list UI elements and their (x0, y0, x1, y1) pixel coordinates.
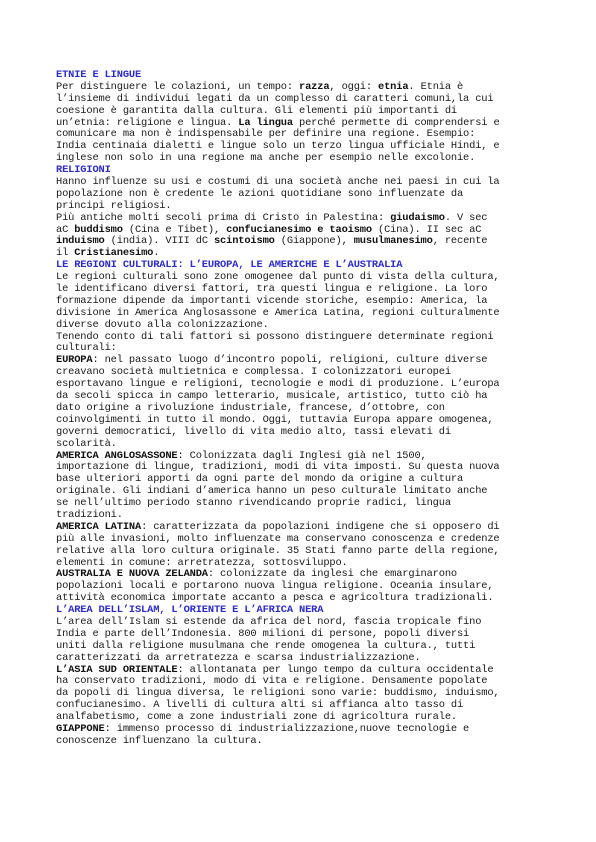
text-run: esportavano lingue e religioni, tecnologie e modi di produzione. L’europa (56, 378, 500, 391)
bold-term: AMERICA ANGLOSASSONE (56, 449, 178, 462)
text-run: . V sec (444, 211, 488, 224)
bold-term: GIAPPONE (56, 722, 105, 735)
text-run: (Cina e Tibet), (122, 223, 227, 236)
bold-term: AUSTRALIA E NUOVA ZELANDA (56, 568, 208, 581)
text-run: (Cina). II sec aC (371, 223, 482, 236)
text-run: India e parte dell’Indonesia. 800 milioni di persone, popoli diversi (56, 627, 470, 640)
bold-term: EUROPA (56, 354, 93, 367)
text-run: elementi in comune: arretratezza, sottosviluppo. (56, 556, 348, 569)
text-run: da secoli spicca in campo letterario, musicale, artistico, tutto ciò ha (56, 390, 488, 403)
bold-term: L’ASIA SUD ORIENTALE (56, 663, 178, 676)
text-run: ha conservato tradizioni, modo di vita e religione. Densamente popolate (56, 675, 488, 688)
text-run: , recente (432, 235, 488, 248)
text-run: da popoli di lingua diversa, le religioni sono varie: buddismo, induismo, (56, 687, 500, 700)
text-run: RELIGIONI (56, 164, 111, 177)
text-run: : caratterizzata da popolazioni indigene che si opposero di (141, 520, 500, 533)
bold-term: La lingua (238, 116, 293, 129)
text-run: aC (56, 223, 75, 236)
text-run: principi religiosi. (56, 199, 172, 212)
text-run: l’insieme di individui legati da un complesso di caratteri comuni,la cui (56, 92, 494, 105)
text-run: Più antiche molti secoli prima di Cristo in Palestina: (56, 211, 391, 224)
text-run: culturali: (56, 342, 117, 355)
text-line (56, 427, 596, 439)
bold-term: AMERICA LATINA (56, 520, 142, 533)
text-run: dato origine a rivoluzione industriale, francese, d’ottobre, con (56, 401, 445, 414)
text-run: Per distinguere le colazioni, un tempo: (56, 80, 300, 93)
text-run: : Colonizzata dagli Inglesi già nel 1500, (177, 449, 427, 462)
text-run: diverse dovuto alla colonizzazione. (56, 318, 269, 331)
text-run: relative alla loro cultura originale. 35 Stati fanno parte della regione, (56, 544, 500, 557)
bold-term: etnia (378, 80, 409, 93)
text-line (56, 736, 596, 748)
text-line (56, 153, 596, 165)
text-run: , oggi: (329, 80, 379, 93)
text-run: (Giappone), (274, 235, 354, 248)
text-run: perché permette di comprendersi e (292, 116, 500, 129)
bold-term: confucianesimo e taoismo (226, 223, 372, 236)
text-run: coinvolgimenti in tutto il mondo. Oggi, tuttavia Europa appare omogenea, (56, 413, 494, 426)
text-run: : colonizzate da inglesi che emarginarono (207, 568, 457, 581)
text-run: attività economica importate accanto a pesca e agricoltura tradizionali. (56, 592, 494, 605)
text-run: creavano società multietnica e complessa. I colonizzatori europei (56, 366, 451, 379)
text-run: coesione è garantita dalla cultura. Gli elementi più importanti di (56, 104, 457, 117)
text-run: uniti dalla religione musulmana che rende omogenea la cultura., tutti (56, 639, 476, 652)
text-run: conoscenze influenzano la cultura. (56, 734, 263, 747)
text-run: tradizioni. (56, 508, 123, 521)
text-run: più alle invasioni, molto influenzate ma conservano conoscenza e credenze (56, 532, 500, 545)
text-run: un’etnia: religione e lingua. (56, 116, 239, 129)
text-run: base ulteriori apporti da ogni parte del mondo da origine a cultura (56, 473, 464, 486)
text-run: L’area dell’Islam si estende da africa del nord, fascia tropicale fino (56, 615, 482, 628)
text-run: confucianesimo. A livelli di cultura alti si affianca alto tasso di (56, 699, 464, 712)
bold-term: Cristianesimo (74, 247, 154, 260)
text-run: Hanno influenze su usi e costumi di una società anche nei paesi in cui la (56, 176, 500, 189)
text-run: Tenendo conto di tali fattori si possono distinguere determinate regioni (56, 330, 494, 343)
bold-term: musulmanesimo (353, 235, 433, 248)
text-line (56, 498, 596, 510)
bold-term: giudaismo (390, 211, 445, 224)
text-run: formazione dipende da importanti vicende storiche, esempio: America, la (56, 294, 488, 307)
text-run: : nel passato luogo d’incontro popoli, religioni, culture diverse (92, 354, 488, 367)
text-run: il (56, 247, 75, 260)
text-run: (india). VIII dC (104, 235, 214, 248)
text-run: L’AREA DELL’ISLAM, L’ORIENTE E L’AFRICA NERA (56, 604, 324, 617)
bold-term: scintoismo (213, 235, 275, 248)
text-run: divisione in America Anglosassone e America Latina, regioni culturalmente (56, 306, 500, 319)
text-run: se nell’ultimo periodo stanno rivendicando proprie radici, lingua (56, 497, 451, 510)
text-line (56, 332, 596, 344)
text-run: ETNIE E LINGUE (56, 69, 142, 81)
text-run: inglese non solo in una regione ma anche per esempio nelle excolonie. (56, 152, 476, 165)
text-run: . Etnia è (408, 80, 464, 93)
text-run: : allontanata per lungo tempo da cultura occidentale (177, 663, 494, 676)
bold-term: induismo (56, 235, 105, 248)
text-run: caratterizzati da arretratezza e scarsa industrializzazione. (56, 651, 421, 664)
text-run: India centinaia dialetti e lingue solo un terzo lingua ufficiale Hindi, e (56, 140, 500, 153)
text-run: originale. Gli indiani d’america hanno un peso culturale limitato anche (56, 485, 488, 498)
text-run: importazione di lingue, tradizioni, modi di vita imposti. Su questa nuova (56, 461, 500, 474)
text-run: comunicare ma non è indispensabile per definire una regione. Esempio: (56, 128, 476, 141)
text-run: popolazione non è credente le azioni quotidiane sono influenzate da (56, 187, 464, 200)
text-run: . (153, 247, 160, 260)
bold-term: buddismo (74, 223, 123, 236)
text-run: popolazioni locali e portarono nuova lingua religione. Oceania insulare, (56, 580, 494, 593)
text-run: LE REGIONI CULTURALI: L’EUROPA, LE AMERICHE E L’AUSTRALIA (56, 259, 403, 272)
text-run: : immenso processo di industrializzazione,nuove tecnologie e (104, 722, 470, 735)
text-run: le identificano diversi fattori, tra questi lingua e religione. La loro (56, 283, 488, 296)
bold-term: razza (299, 80, 330, 93)
text-run: scolarità. (56, 437, 117, 450)
text-run: analfabetismo, come a zone industriali zone di agricoltura rurale. (56, 711, 457, 724)
text-run: Le regioni culturali sono zone omogenee dal punto di vista della cultura, (56, 271, 500, 284)
text-run: governi democratici, livello di vita medio alto, tassi elevati di (56, 425, 451, 438)
